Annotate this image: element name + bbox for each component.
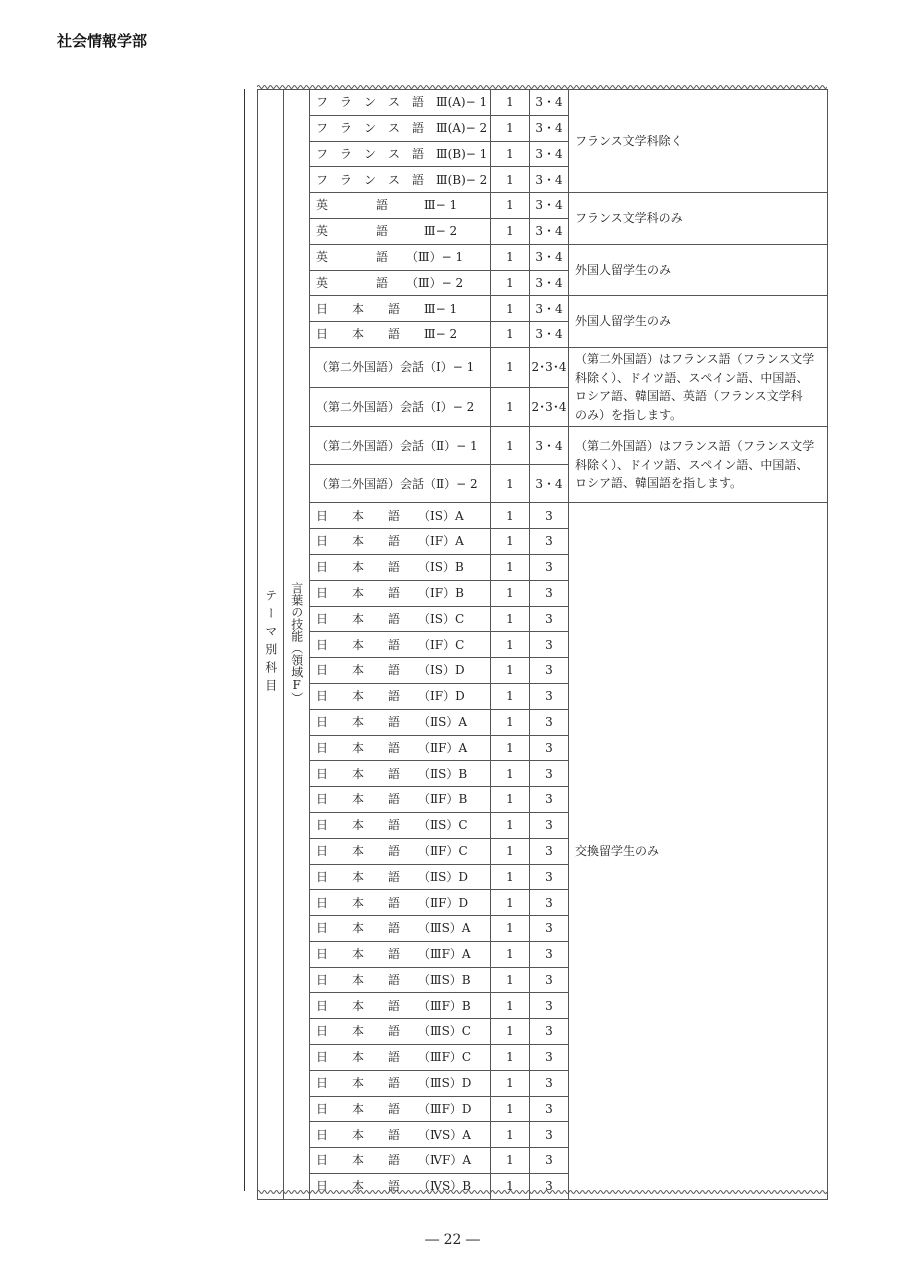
course-year: 3・4: [530, 322, 569, 348]
course-credits: 1: [491, 683, 530, 709]
course-credits: 1: [491, 115, 530, 141]
course-credits: 1: [491, 193, 530, 219]
course-name: 日 本 語 （ⅠF）A: [310, 529, 491, 555]
note-line: 外国人留学生のみ: [575, 314, 672, 329]
course-name: 英 語 Ⅲ− 2: [310, 218, 491, 244]
course-year: 3・4: [530, 141, 569, 167]
course-year: 3: [530, 735, 569, 761]
table-bottom-break-line: [257, 1189, 827, 1195]
course-credits: 1: [491, 658, 530, 684]
course-year: 3: [530, 941, 569, 967]
course-name: 日 本 語 （ⅣS）A: [310, 1122, 491, 1148]
course-name: 日 本 語 （ⅡF）B: [310, 787, 491, 813]
course-credits: 1: [491, 244, 530, 270]
course-credits: 1: [491, 864, 530, 890]
course-credits: 1: [491, 916, 530, 942]
course-note: [569, 244, 828, 296]
course-credits: 1: [491, 1148, 530, 1174]
course-credits: 1: [491, 296, 530, 322]
course-name: 日 本 語 Ⅲ− 1: [310, 296, 491, 322]
course-name: 日 本 語 （ⅢF）A: [310, 941, 491, 967]
table-row: [258, 90, 828, 116]
course-year: 3: [530, 632, 569, 658]
course-year: 3: [530, 787, 569, 813]
course-year: 3: [530, 967, 569, 993]
course-name: 日 本 語 （ⅢF）B: [310, 993, 491, 1019]
course-year: 3: [530, 554, 569, 580]
course-name: フ ラ ン ス 語 Ⅲ(A)− 1: [310, 90, 491, 116]
course-year: 3: [530, 709, 569, 735]
course-name: （第二外国語）会話（Ⅱ）− 1: [310, 427, 491, 465]
course-name: 英 語 （Ⅲ）− 2: [310, 270, 491, 296]
course-credits: 1: [491, 812, 530, 838]
course-credits: 1: [491, 967, 530, 993]
course-name: （第二外国語）会話（Ⅰ）− 1: [310, 347, 491, 387]
course-credits: 1: [491, 218, 530, 244]
course-credits: 1: [491, 322, 530, 348]
note-line: 外国人留学生のみ: [575, 262, 672, 277]
course-credits: 1: [491, 554, 530, 580]
course-credits: 1: [491, 787, 530, 813]
course-credits: 1: [491, 761, 530, 787]
page-number: ― 22 ―: [425, 1232, 480, 1248]
course-name: 英 語 （Ⅲ）− 1: [310, 244, 491, 270]
course-name: 日 本 語 （ⅠS）C: [310, 606, 491, 632]
course-year: 3: [530, 580, 569, 606]
course-credits: 1: [491, 167, 530, 193]
course-name: 日 本 語 （ⅣF）A: [310, 1148, 491, 1174]
table-row: [258, 503, 828, 529]
course-year: 3: [530, 529, 569, 555]
note-line: 科除く）、ドイツ語、スペイン語、中国語、: [575, 457, 809, 472]
course-credits: 1: [491, 606, 530, 632]
course-name: （第二外国語）会話（Ⅰ）− 2: [310, 387, 491, 427]
course-year: 3: [530, 503, 569, 529]
note-line: ロシア語、韓国語を指します。: [575, 476, 743, 491]
course-credits: 1: [491, 529, 530, 555]
course-year: 3: [530, 1096, 569, 1122]
course-year: 3・4: [530, 244, 569, 270]
course-year: 3・4: [530, 218, 569, 244]
course-credits: 1: [491, 1174, 530, 1200]
course-credits: 1: [491, 941, 530, 967]
course-note: [569, 90, 828, 193]
course-credits: 1: [491, 735, 530, 761]
course-year: 3: [530, 606, 569, 632]
category-label: テーマ別科目: [263, 588, 278, 697]
course-year: 3: [530, 658, 569, 684]
course-credits: 1: [491, 709, 530, 735]
course-year: 3: [530, 916, 569, 942]
course-year: 3・4: [530, 427, 569, 465]
table-row: [258, 427, 828, 465]
course-table-body: [258, 90, 828, 1200]
left-margin-rule: [244, 89, 245, 1191]
course-name: 日 本 語 （ⅠF）C: [310, 632, 491, 658]
course-year: 3: [530, 1174, 569, 1200]
course-name: 日 本 語 （ⅢS）D: [310, 1070, 491, 1096]
course-year: 3・4: [530, 115, 569, 141]
course-year: 3: [530, 864, 569, 890]
course-credits: 1: [491, 387, 530, 427]
course-name: 日 本 語 （ⅡS）C: [310, 812, 491, 838]
course-year: 3・4: [530, 465, 569, 503]
course-credits: 1: [491, 632, 530, 658]
course-credits: 1: [491, 270, 530, 296]
course-credits: 1: [491, 1019, 530, 1045]
course-credits: 1: [491, 838, 530, 864]
course-year: 3・4: [530, 90, 569, 116]
course-credits: 1: [491, 465, 530, 503]
course-name: 日 本 語 （ⅠF）B: [310, 580, 491, 606]
course-table: [257, 89, 828, 1200]
course-year: 3: [530, 1019, 569, 1045]
note-line: フランス文学科除く: [575, 133, 683, 148]
course-credits: 1: [491, 1045, 530, 1071]
course-name: 日 本 語 （ⅡF）C: [310, 838, 491, 864]
note-line: のみ）を指します。: [575, 407, 683, 422]
course-name: 英 語 Ⅲ− 1: [310, 193, 491, 219]
note-line: 科除く）、ドイツ語、スペイン語、中国語、: [575, 370, 809, 385]
course-year: 3・4: [530, 296, 569, 322]
course-note: [569, 427, 828, 503]
course-year: 3: [530, 1070, 569, 1096]
course-year: 2･3･4: [530, 387, 569, 427]
note-line: 交換留学生のみ: [575, 843, 660, 858]
course-year: 3: [530, 1122, 569, 1148]
course-name: 日 本 語 （ⅣS）B: [310, 1174, 491, 1200]
course-name: 日 本 語 （ⅡS）B: [310, 761, 491, 787]
course-credits: 1: [491, 503, 530, 529]
table-row: [258, 244, 828, 270]
course-year: 3・4: [530, 270, 569, 296]
course-name: 日 本 語 （ⅡF）D: [310, 890, 491, 916]
subcategory-label: 言葉の技能（領域F）: [289, 581, 304, 704]
course-credits: 1: [491, 90, 530, 116]
course-credits: 1: [491, 427, 530, 465]
course-name: 日 本 語 （ⅢS）C: [310, 1019, 491, 1045]
course-name: フ ラ ン ス 語 Ⅲ(A)− 2: [310, 115, 491, 141]
course-name: 日 本 語 Ⅲ− 2: [310, 322, 491, 348]
course-credits: 1: [491, 890, 530, 916]
course-year: 3: [530, 1148, 569, 1174]
course-credits: 1: [491, 580, 530, 606]
table-row: [258, 347, 828, 387]
note-line: （第二外国語）はフランス語（フランス文学: [575, 438, 815, 453]
course-name: 日 本 語 （ⅢF）C: [310, 1045, 491, 1071]
course-name: 日 本 語 （ⅢS）A: [310, 916, 491, 942]
note-line: フランス文学科のみ: [575, 211, 683, 226]
course-name: フ ラ ン ス 語 Ⅲ(B)− 2: [310, 167, 491, 193]
course-year: 3: [530, 838, 569, 864]
course-year: 3: [530, 890, 569, 916]
course-year: 2･3･4: [530, 347, 569, 387]
course-name: 日 本 語 （ⅢS）B: [310, 967, 491, 993]
course-credits: 1: [491, 1122, 530, 1148]
course-name: 日 本 語 （ⅠF）D: [310, 683, 491, 709]
course-note: [569, 296, 828, 348]
category-cell: [258, 90, 284, 1200]
subcategory-cell: [284, 90, 310, 1200]
course-year: 3: [530, 993, 569, 1019]
course-name: （第二外国語）会話（Ⅱ）− 2: [310, 465, 491, 503]
course-name: 日 本 語 （ⅡF）A: [310, 735, 491, 761]
course-note: [569, 347, 828, 426]
course-credits: 1: [491, 1070, 530, 1096]
course-name: 日 本 語 （ⅢF）D: [310, 1096, 491, 1122]
course-year: 3・4: [530, 167, 569, 193]
course-note: [569, 193, 828, 245]
course-year: 3: [530, 1045, 569, 1071]
course-name: フ ラ ン ス 語 Ⅲ(B)− 1: [310, 141, 491, 167]
department-heading: 社会情報学部: [57, 32, 148, 50]
course-note: [569, 503, 828, 1200]
note-line: ロシア語、韓国語、英語（フランス文学科: [575, 389, 803, 404]
course-year: 3: [530, 683, 569, 709]
course-name: 日 本 語 （ⅡS）A: [310, 709, 491, 735]
course-credits: 1: [491, 141, 530, 167]
course-name: 日 本 語 （ⅡS）D: [310, 864, 491, 890]
course-year: 3・4: [530, 193, 569, 219]
course-name: 日 本 語 （ⅠS）B: [310, 554, 491, 580]
course-name: 日 本 語 （ⅠS）A: [310, 503, 491, 529]
note-line: （第二外国語）はフランス語（フランス文学: [575, 351, 815, 366]
course-credits: 1: [491, 993, 530, 1019]
course-credits: 1: [491, 1096, 530, 1122]
course-name: 日 本 語 （ⅠS）D: [310, 658, 491, 684]
course-year: 3: [530, 812, 569, 838]
table-row: [258, 296, 828, 322]
course-year: 3: [530, 761, 569, 787]
table-row: [258, 193, 828, 219]
course-credits: 1: [491, 347, 530, 387]
